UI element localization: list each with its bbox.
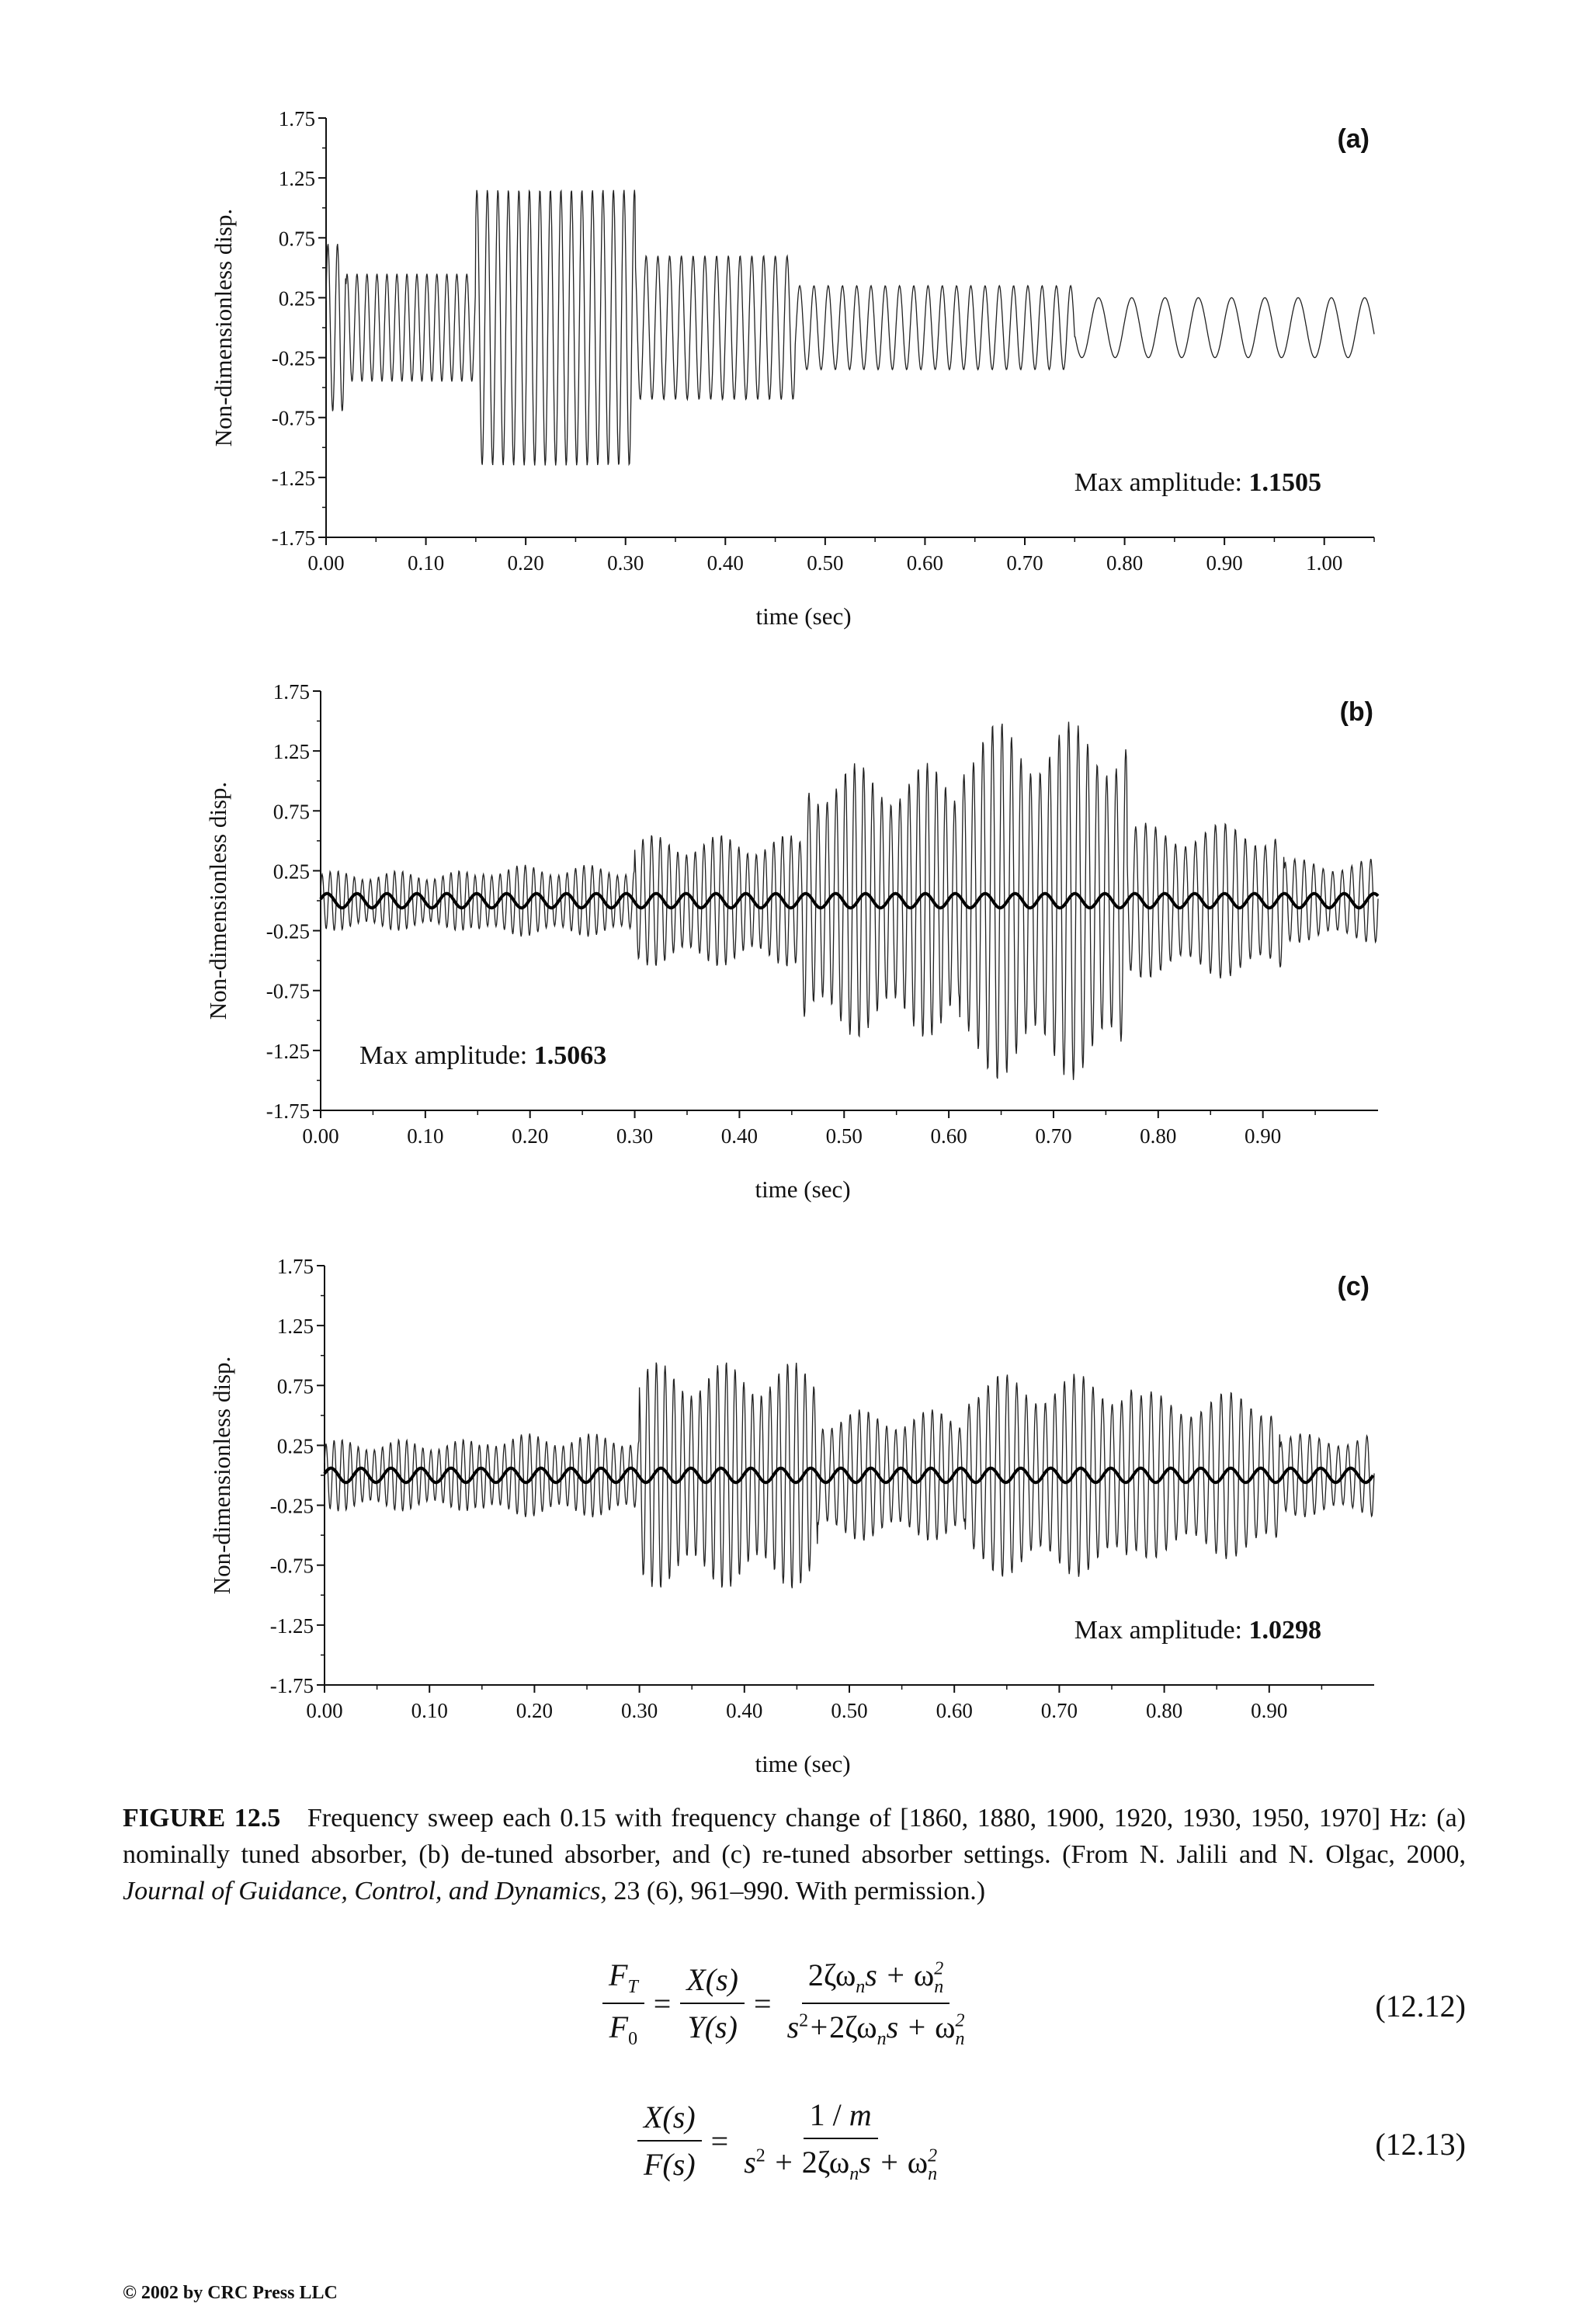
x-axis-label: time (sec) bbox=[755, 1176, 851, 1203]
y-axis-label: Non-dimensionless disp. bbox=[210, 208, 237, 447]
waveform-line bbox=[321, 722, 1378, 1080]
max-amplitude-annotation bbox=[1074, 468, 1321, 497]
eq2-fraction-rhs: $\frac{1 / m}{s^2 + 2\zeta\omega_ns + \omega^2_n}$ bbox=[744, 2097, 938, 2184]
annotation-value: 1.0298 bbox=[1248, 1615, 1321, 1645]
x-tick-label: 0.80 bbox=[1145, 1699, 1183, 1722]
caption-journal: Journal of Guidance, Control, and Dynamics, bbox=[123, 1877, 607, 1905]
y-tick-label: -1.75 bbox=[269, 1674, 314, 1697]
y-axis-label: Non-dimensionless disp. bbox=[208, 1356, 235, 1595]
x-axis-label: time (sec) bbox=[755, 1750, 851, 1777]
equation-number-12-13: (12.13) bbox=[1375, 2127, 1466, 2162]
chart-panel-a bbox=[0, 101, 1590, 644]
y-tick-label: 1.75 bbox=[276, 1255, 314, 1278]
y-tick-label: 1.75 bbox=[273, 680, 310, 703]
caption-text-2: 23 (6), 961–990. With permission.) bbox=[606, 1877, 986, 1905]
y-tick-label: -0.25 bbox=[271, 346, 315, 370]
x-tick-label: 0.20 bbox=[507, 551, 544, 575]
x-tick-label: 0.30 bbox=[616, 1124, 654, 1148]
x-tick-label: 0.40 bbox=[726, 1699, 763, 1722]
x-tick-label: 0.80 bbox=[1106, 551, 1144, 575]
annotation-value: 1.5063 bbox=[533, 1040, 607, 1070]
caption-text-1: Frequency sweep each 0.15 with frequency change of [1860, 1880, 1900, 1920, 1930, 1950, 1970] Hz: (a) nominally tuned absorber, (b) de-tuned absorber, and (c) re-tuned absorber settings. (From N. Jalili and N. Olgac, 2000, bbox=[123, 1804, 1467, 1869]
x-tick-label: 0.70 bbox=[1040, 1699, 1078, 1722]
y-tick-label: 1.25 bbox=[278, 167, 315, 191]
annotation-text: Max amplitude: bbox=[1074, 1615, 1249, 1645]
panel-label: (b) bbox=[1339, 697, 1373, 727]
chart-panel-b bbox=[0, 674, 1590, 1218]
waveform-center-band bbox=[321, 894, 1378, 908]
y-tick-label: -0.25 bbox=[269, 1494, 314, 1518]
x-tick-label: 0.00 bbox=[306, 1699, 343, 1722]
x-tick-label: 0.90 bbox=[1206, 551, 1243, 575]
x-tick-label: 0.40 bbox=[706, 551, 744, 575]
y-tick-label: -1.25 bbox=[269, 1614, 314, 1638]
x-tick-label: 0.60 bbox=[906, 551, 944, 575]
x-tick-label: 0.10 bbox=[411, 1699, 448, 1722]
equation-12-13: $\frac{X(s)}{F(s)}$ = $\frac{1 / m}{s^2 + 2\zeta\omega_ns + \omega^2_n}$ bbox=[633, 2096, 948, 2185]
x-tick-label: 0.10 bbox=[407, 551, 445, 575]
x-tick-label: 0.40 bbox=[720, 1124, 759, 1148]
y-tick-label: -0.25 bbox=[266, 919, 310, 943]
x-tick-label: 0.00 bbox=[302, 1124, 339, 1148]
waveform-line bbox=[326, 190, 1374, 466]
x-tick-label: 0.70 bbox=[1035, 1124, 1072, 1148]
x-tick-label: 0.80 bbox=[1140, 1124, 1177, 1148]
y-tick-label: 0.25 bbox=[276, 1434, 314, 1458]
x-tick-label: 0.20 bbox=[512, 1124, 549, 1148]
max-amplitude-annotation bbox=[359, 1041, 606, 1070]
figure-caption bbox=[123, 1800, 1466, 1909]
x-tick-label: 0.90 bbox=[1251, 1699, 1288, 1722]
annotation-text: Max amplitude: bbox=[1074, 467, 1249, 497]
x-tick-label: 0.30 bbox=[607, 551, 644, 575]
y-tick-label: -1.25 bbox=[266, 1039, 310, 1063]
eq2-fraction-lhs: $\frac{X(s)}{F(s)}$ bbox=[637, 2099, 702, 2183]
copyright-footer: © 2002 by CRC Press LLC bbox=[123, 2283, 338, 2303]
eq1-fraction-rhs: $\frac{2\zeta\omega_ns + \omega^2_n}{s^2+2\zeta\omega_ns + \omega^2_n}$ bbox=[786, 1958, 965, 2049]
x-tick-label: 0.50 bbox=[807, 551, 844, 575]
x-tick-label: 0.30 bbox=[620, 1699, 658, 1722]
panel-label: (c) bbox=[1337, 1272, 1370, 1301]
x-tick-label: 0.20 bbox=[516, 1699, 554, 1722]
panel-label: (a) bbox=[1337, 124, 1370, 154]
y-tick-label: 0.75 bbox=[278, 227, 315, 251]
y-tick-label: 1.25 bbox=[276, 1315, 314, 1339]
x-tick-label: 0.50 bbox=[831, 1699, 868, 1722]
y-tick-label: 0.75 bbox=[276, 1374, 314, 1398]
x-axis-label: time (sec) bbox=[755, 603, 852, 630]
y-tick-label: -0.75 bbox=[266, 979, 310, 1003]
x-tick-label: 1.00 bbox=[1306, 551, 1343, 575]
x-tick-label: 0.60 bbox=[936, 1699, 973, 1722]
y-axis-label: Non-dimensionless disp. bbox=[204, 781, 231, 1020]
equation-12-12: $\frac{F_T}{F_0}$ = $\frac{X(s)}{Y(s)}$ = $\frac{2\zeta\omega_ns + \omega^2_n}{s^2+2\zeta\omega_ns + \omega^2_n}$ bbox=[598, 1957, 975, 2050]
x-tick-label: 0.60 bbox=[930, 1124, 967, 1148]
y-tick-label: -1.75 bbox=[271, 526, 315, 550]
max-amplitude-annotation bbox=[1074, 1616, 1321, 1645]
eq1-fraction-force: $\frac{F_T}{F_0}$ bbox=[602, 1957, 644, 2050]
eq1-fraction-transfer: $\frac{X(s)}{Y(s)}$ bbox=[680, 1961, 745, 2045]
y-tick-label: -1.75 bbox=[266, 1099, 310, 1123]
y-tick-label: -0.75 bbox=[269, 1554, 314, 1578]
x-tick-label: 0.50 bbox=[825, 1124, 863, 1148]
x-tick-label: 0.70 bbox=[1006, 551, 1043, 575]
x-tick-label: 0.10 bbox=[407, 1124, 444, 1148]
annotation-value: 1.1505 bbox=[1248, 467, 1321, 497]
y-tick-label: 0.75 bbox=[273, 800, 310, 824]
x-tick-label: 0.00 bbox=[307, 551, 345, 575]
y-tick-label: 0.25 bbox=[273, 860, 310, 884]
y-tick-label: 0.25 bbox=[278, 287, 315, 311]
y-tick-label: 1.75 bbox=[278, 107, 315, 130]
y-tick-label: 1.25 bbox=[273, 740, 310, 764]
figure-label: FIGURE 12.5 bbox=[123, 1804, 281, 1832]
y-tick-label: -0.75 bbox=[271, 406, 315, 430]
equation-number-12-12: (12.12) bbox=[1375, 1989, 1466, 2024]
x-tick-label: 0.90 bbox=[1245, 1124, 1282, 1148]
annotation-text: Max amplitude: bbox=[359, 1040, 534, 1070]
chart-panel-c bbox=[0, 1249, 1590, 1792]
y-tick-label: -1.25 bbox=[271, 466, 315, 490]
